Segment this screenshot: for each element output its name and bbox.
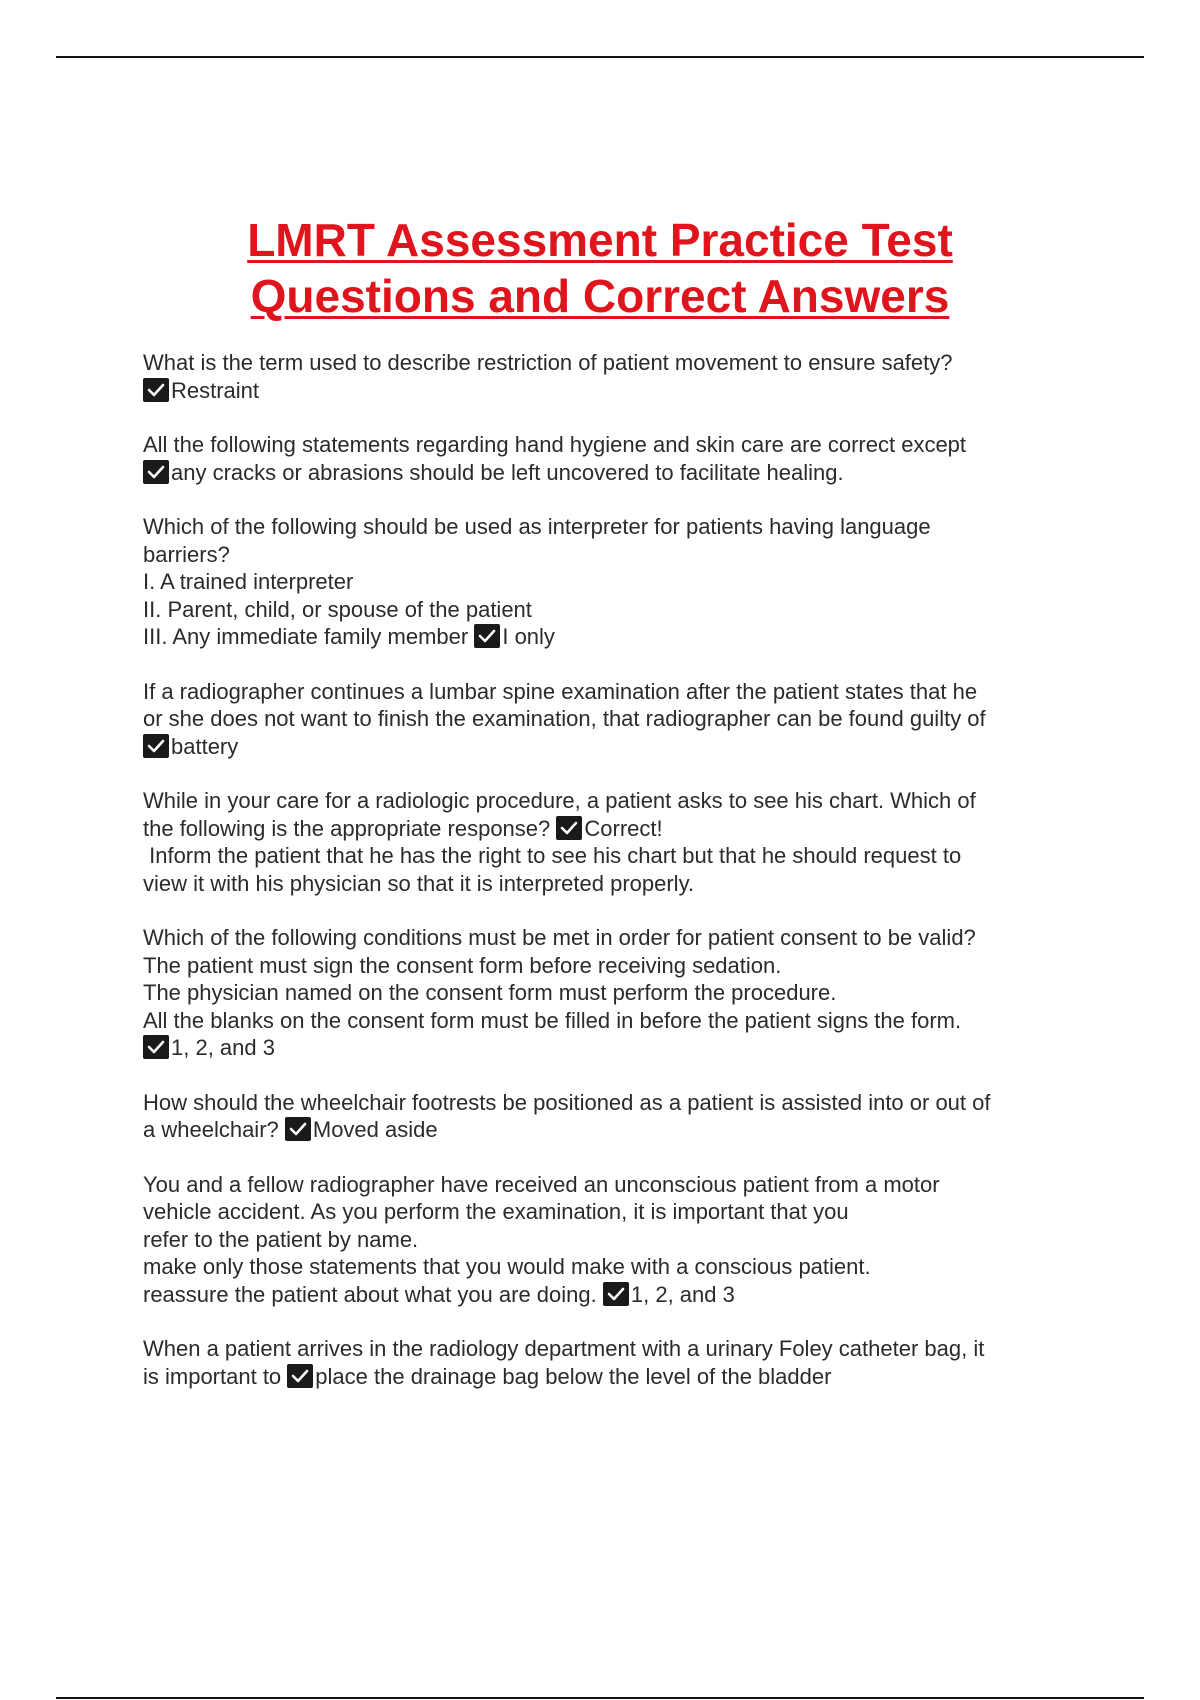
question-text: How should the wheelchair footrests be positioned as a patient is assisted into or out of [143,1089,991,1115]
checkmark-icon [143,378,169,402]
answer-line [143,1281,1063,1309]
checkmark-icon [143,1035,169,1059]
title-line-1: LMRT Assessment Practice Test [247,214,953,266]
answer-text: place the drainage bag below the level of the bladder [315,1363,832,1389]
question-text: You and a fellow radiographer have received an unconscious patient from a motor [143,1171,940,1197]
question-text: If a radiographer continues a lumbar spine examination after the patient states that he [143,678,978,704]
answer-text: Restraint [171,377,260,403]
checkmark-icon [285,1117,311,1141]
qa-item [143,787,1063,897]
answer-text: I only [502,624,555,649]
answer-line [143,623,1063,651]
answer-text: 1, 2, and 3 [171,1035,275,1060]
qa-item [143,513,1063,651]
qa-item [143,431,1063,486]
question-text: barriers? [143,541,230,567]
checkmark-icon [143,734,169,758]
qa-item [143,349,1063,404]
answer-text: Correct! [584,815,663,841]
answer-line [143,815,1063,843]
option-text: The physician named on the consent form must perform the procedure. [143,980,837,1005]
document-title [0,212,1200,324]
option-text: reassure the patient about what you are doing. [143,1281,597,1307]
question-text: a wheelchair? [143,1117,279,1142]
question-text: All the following statements regarding hand hygiene and skin care are correct except [143,432,967,457]
answer-text: any cracks or abrasions should be left uncovered to facilitate healing. [171,459,844,485]
answer-text: Inform the patient that he has the right to see his chart but that he should request to [143,843,962,868]
checkmark-icon [474,624,500,648]
answer-line [143,377,1063,405]
question-text: What is the term used to describe restriction of patient movement to ensure safety? [143,350,953,375]
question-text: Which of the following conditions must be met in order for patient consent to be valid? [143,925,976,950]
checkmark-icon [556,816,582,840]
answer-line [143,459,1063,487]
option-text: I. A trained interpreter [143,569,354,594]
answer-line [143,1363,1063,1391]
option-text: The patient must sign the consent form before receiving sedation. [143,952,782,978]
answer-text: Moved aside [312,1117,438,1142]
answer-text: view it with his physician so that it is interpreted properly. [143,870,695,896]
qa-list [143,349,1063,1417]
question-text: Which of the following should be used as interpreter for patients having language [143,514,931,539]
title-line-2: Questions and Correct Answers [250,270,950,322]
qa-item [143,1089,1063,1144]
checkmark-icon [287,1364,313,1388]
qa-item [143,924,1063,1062]
question-text: When a patient arrives in the radiology department with a urinary Foley catheter bag, it [143,1336,985,1361]
answer-text: 1, 2, and 3 [630,1281,735,1307]
answer-line [143,1034,1063,1062]
option-text: III. Any immediate family member [143,624,469,649]
qa-item [143,678,1063,761]
answer-line [143,1116,1063,1144]
checkmark-icon [603,1282,629,1306]
checkmark-icon [143,460,169,484]
answer-text: battery [171,733,239,759]
qa-item [143,1335,1063,1390]
question-text: While in your care for a radiologic procedure, a patient asks to see his chart. Which of [143,788,976,813]
option-text: II. Parent, child, or spouse of the patient [143,596,532,622]
qa-item [143,1171,1063,1309]
header-rule [56,56,1144,58]
option-text: refer to the patient by name. [143,1226,419,1252]
question-text: the following is the appropriate response? [143,815,551,841]
question-text: is important to [143,1363,282,1389]
footer-rule [56,1697,1144,1699]
question-text: or she does not want to finish the examination, that radiographer can be found guilty of [143,706,986,731]
question-text: vehicle accident. As you perform the examination, it is important that you [143,1199,849,1224]
option-text: All the blanks on the consent form must be filled in before the patient signs the form. [143,1007,962,1033]
answer-line [143,733,1063,761]
option-text: make only those statements that you would make with a conscious patient. [143,1254,871,1279]
